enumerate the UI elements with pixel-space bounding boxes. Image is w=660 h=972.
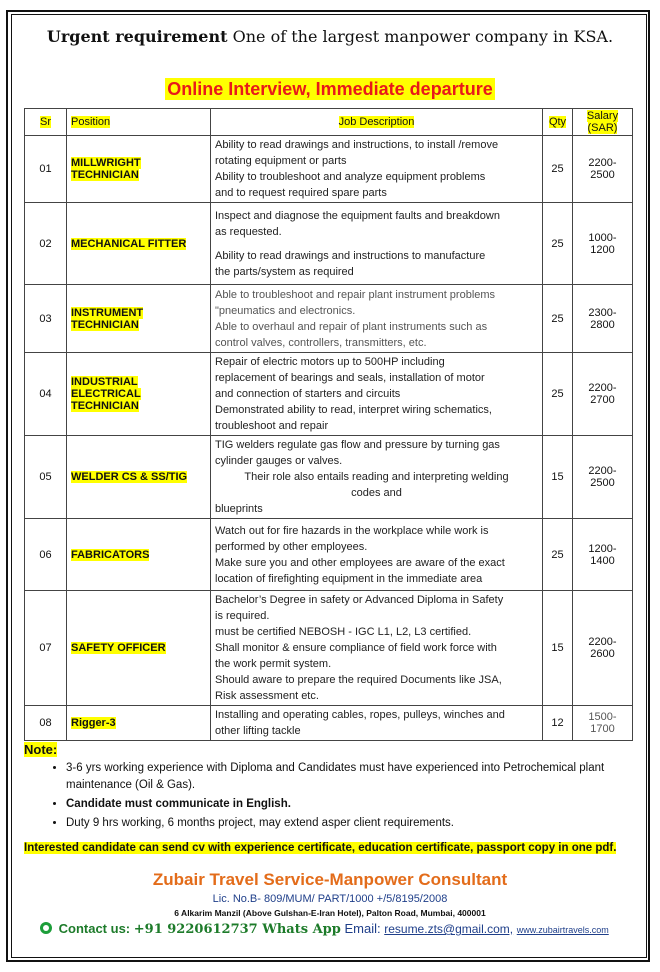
cell-description <box>211 203 543 285</box>
cell-description <box>211 436 543 519</box>
header-sr: Sr <box>25 109 67 136</box>
cell-sr: 01 <box>25 136 67 203</box>
company-name: Zubair Travel Service-Manpower Consultant <box>152 870 508 889</box>
table-row <box>25 353 633 436</box>
note-item: • Duty 9 hrs working, 6 months project, may extend asper client requirements. <box>66 815 660 832</box>
description-line: Repair of electric motors up to 500HP including <box>215 356 445 368</box>
description-line: Make sure you and other employees are aware of the exact <box>215 556 505 569</box>
description-line: performed by other employees. <box>215 540 368 553</box>
cell-salary: 1200-1400 <box>573 519 633 591</box>
table-header-row <box>25 109 633 136</box>
description-line: Bachelor’s Degree in safety or Advanced Diploma in Safety <box>215 594 504 606</box>
note-list <box>30 760 660 834</box>
phone-number[interactable]: +91 9220612737 Whats App <box>133 922 341 937</box>
headline-bold: Urgent requirement <box>46 27 228 46</box>
cell-salary: 2200-2600 <box>573 591 633 706</box>
cell-sr: 03 <box>25 285 67 353</box>
cell-qty: 15 <box>543 591 573 706</box>
cell-salary: 2200-2500 <box>573 136 633 203</box>
description-line: troubleshoot and repair <box>215 420 329 432</box>
cell-salary: 1000-1200 <box>573 203 633 285</box>
position-label: SAFETY OFFICER <box>71 642 166 654</box>
header-salary: Salary (SAR) <box>573 109 633 136</box>
cell-sr: 06 <box>25 519 67 591</box>
description-line: Their role also entails reading and interpreting welding <box>244 471 509 483</box>
subtitle <box>0 79 660 100</box>
position-label: INDUSTRIAL <box>71 376 138 388</box>
cell-salary: 2300-2800 <box>573 285 633 353</box>
cell-sr: 02 <box>25 203 67 285</box>
call-to-action: Interested candidate can send cv with experience certificate, education certificate, passport copy in one pdf. <box>24 842 617 854</box>
cell-description <box>211 706 543 741</box>
email-link[interactable]: resume.zts@gmail.com, <box>384 922 514 936</box>
license-number: Lic. No.B- 809/MUM/ PART/1000 +/5/8195/2008 <box>212 893 448 905</box>
salary-part: 1700 <box>590 723 615 735</box>
description-line: Shall monitor & ensure compliance of field work force with <box>215 642 497 654</box>
cell-sr: 07 <box>25 591 67 706</box>
description-line: other lifting tackle <box>215 725 301 737</box>
description-line: must be certified NEBOSH - IGC L1, L2, L3 certified. <box>215 626 472 638</box>
description-line: cylinder gauges or valves. <box>215 455 343 467</box>
position-label: INSTRUMENT <box>71 306 144 319</box>
description-line: Ability to troubleshoot and analyze equipment problems <box>215 171 486 183</box>
position-label: TECHNICIAN <box>71 400 139 412</box>
description-line: Ability to read drawings and instructions to manufacture <box>215 249 486 262</box>
table-row <box>25 519 633 591</box>
cell-sr: 05 <box>25 436 67 519</box>
description-line: TIG welders regulate gas flow and pressure by turning gas <box>215 439 500 451</box>
description-line: blueprints <box>215 503 263 515</box>
position-label: Rigger-3 <box>71 717 116 729</box>
cell-description <box>211 519 543 591</box>
description-line: "pneumatics and electronics. <box>215 304 356 317</box>
description-line: the work permit system. <box>215 658 332 670</box>
description-line: as requested. <box>215 225 282 238</box>
cell-position <box>67 285 211 353</box>
cell-qty: 25 <box>543 353 573 436</box>
cell-qty: 15 <box>543 436 573 519</box>
cell-position <box>67 706 211 741</box>
description-line: and connection of starters and circuits <box>215 388 401 400</box>
headline <box>0 27 660 46</box>
position-label: TECHNICIAN <box>71 318 139 331</box>
cell-position <box>67 136 211 203</box>
table-row <box>25 591 633 706</box>
cell-description <box>211 136 543 203</box>
header-qty: Qty <box>543 109 573 136</box>
salary-part: 1500- <box>588 711 617 723</box>
cell-qty: 25 <box>543 203 573 285</box>
description-line: rotating equipment or parts <box>215 155 347 167</box>
cell-description <box>211 285 543 353</box>
header-description: Job Description <box>211 109 543 136</box>
header-position: Position <box>67 109 211 136</box>
cell-salary: 2200-2500 <box>573 436 633 519</box>
position-label: MECHANICAL FITTER <box>71 237 187 250</box>
note-item: • Candidate must communicate in English. <box>66 796 660 813</box>
contact-line <box>40 921 609 937</box>
note-title: Note: <box>24 742 58 757</box>
description-line: and to request required spare parts <box>215 187 387 199</box>
table-row <box>25 136 633 203</box>
position-label: TECHNICIAN <box>71 169 139 181</box>
website-link[interactable]: www.zubairtravels.com <box>516 925 609 935</box>
description-line: Ability to read drawings and instructions, to install /remove <box>215 139 499 151</box>
cell-qty: 25 <box>543 285 573 353</box>
position-label: WELDER CS & SS/TIG <box>71 471 188 483</box>
description-line: the parts/system as required <box>215 265 354 278</box>
description-line: Inspect and diagnose the equipment faults and breakdown <box>215 209 500 222</box>
description-line: Demonstrated ability to read, interpret wiring schematics, <box>215 404 492 416</box>
position-label: FABRICATORS <box>71 548 150 561</box>
headline-rest: One of the largest manpower company in KSA. <box>232 27 614 46</box>
cell-position <box>67 353 211 436</box>
table-row <box>25 436 633 519</box>
cell-position <box>67 203 211 285</box>
position-label: ELECTRICAL <box>71 388 141 400</box>
note-item: • 3-6 yrs working experience with Diploma and Candidates must have experienced into Petrochemical plant maintenance (Oil & Gas). <box>66 760 660 794</box>
description-line: codes and <box>351 487 402 499</box>
table-row <box>25 706 633 741</box>
description-line: is required. <box>215 610 270 622</box>
description-line: replacement of bearings and seals, installation of motor <box>215 372 485 384</box>
cell-description <box>211 591 543 706</box>
cell-sr: 04 <box>25 353 67 436</box>
description-line: location of firefighting equipment in the immediate area <box>215 572 483 585</box>
cell-sr: 08 <box>25 706 67 741</box>
description-line: Able to overhaul and repair of plant instruments such as <box>215 320 488 333</box>
table-row <box>25 285 633 353</box>
description-line: Risk assessment etc. <box>215 690 319 702</box>
subtitle-text: Online Interview, Immediate departure <box>167 79 493 99</box>
address: 6 Alkarim Manzil (Above Gulshan-E-Iran Hotel), Palton Road, Mumbai, 400001 <box>174 908 486 918</box>
cell-position <box>67 591 211 706</box>
cell-qty: 12 <box>543 706 573 741</box>
whatsapp-icon <box>40 922 52 934</box>
description-line: Installing and operating cables, ropes, pulleys, winches and <box>215 709 505 721</box>
description-line: Able to troubleshoot and repair plant instrument problems <box>215 288 496 301</box>
cell-description <box>211 353 543 436</box>
description-line: Should aware to prepare the required Documents like JSA, <box>215 674 502 686</box>
contact-label: Contact us: <box>58 921 131 936</box>
description-line: Watch out for fire hazards in the workplace while work is <box>215 524 489 537</box>
cell-position <box>67 436 211 519</box>
cell-salary <box>573 706 633 741</box>
email-label: Email: <box>344 921 381 936</box>
position-label: MILLWRIGHT <box>71 157 141 169</box>
description-line: control valves, controllers, transmitters, etc. <box>215 336 427 349</box>
table-row <box>25 203 633 285</box>
cell-position <box>67 519 211 591</box>
cell-qty: 25 <box>543 519 573 591</box>
cell-qty: 25 <box>543 136 573 203</box>
job-table <box>24 108 633 741</box>
cell-salary: 2200-2700 <box>573 353 633 436</box>
